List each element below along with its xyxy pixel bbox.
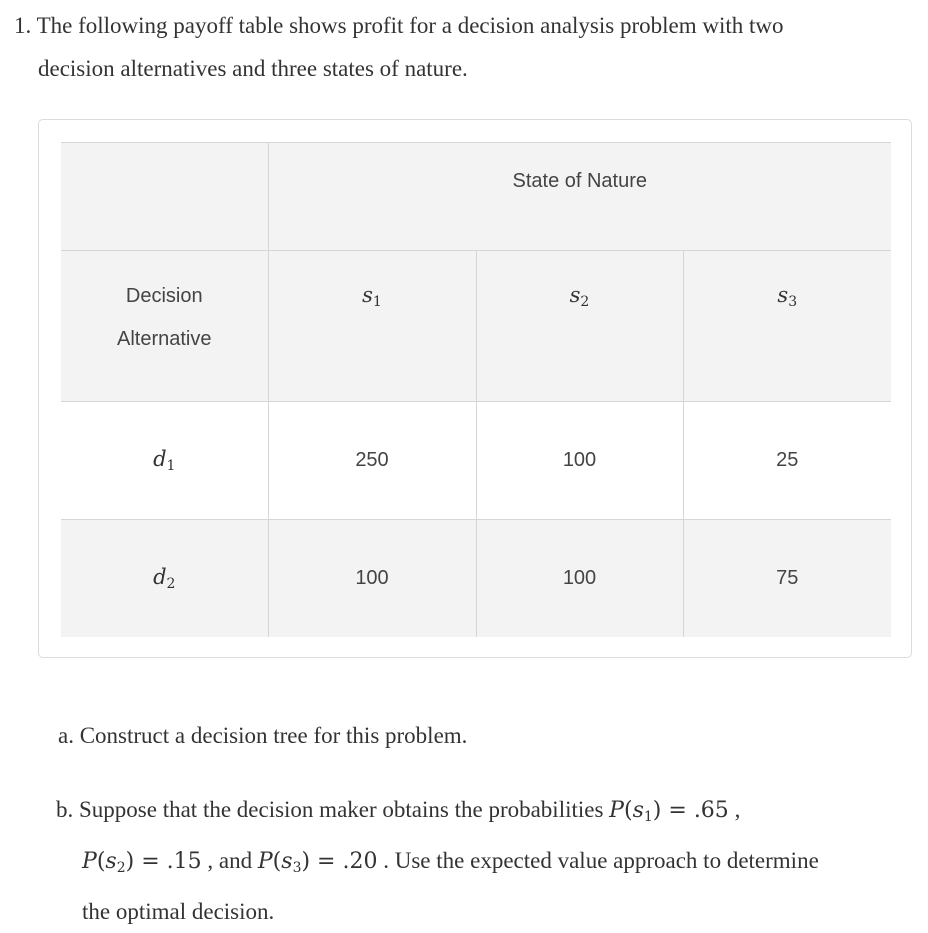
decision-d1-label: $d_1$ <box>61 402 268 520</box>
question-intro-line2: decision alternatives and three states of nature. <box>38 56 468 81</box>
decision-header-line2: Alternative <box>117 328 212 350</box>
state-s1-header: $s_1$ <box>268 251 476 402</box>
table-row <box>61 402 891 520</box>
question-intro <box>14 4 914 90</box>
part-a-text: a. Construct a decision tree for this problem. <box>58 723 468 748</box>
part-b-tail: . Use the expected value approach to determine <box>377 848 819 873</box>
payoff-d1-s3: 25 <box>683 402 891 520</box>
decision-d2-label: $d_2$ <box>61 520 268 638</box>
question-intro-line1: 1. The following payoff table shows profit for a decision analysis problem with two <box>14 13 784 38</box>
state-of-nature-label: State of Nature <box>512 170 648 192</box>
payoff-d2-s2: 100 <box>476 520 683 638</box>
payoff-table-card <box>38 119 912 658</box>
part-b-last-line: the optimal decision. <box>82 899 275 924</box>
state-of-nature-header <box>268 143 891 251</box>
table-header-row <box>61 143 891 251</box>
payoff-d1-s1: 250 <box>268 402 476 520</box>
table-states-row <box>61 251 891 402</box>
state-s2-header: $s_2$ <box>476 251 683 402</box>
decision-alternative-header <box>61 251 268 402</box>
part-b-text: b. Suppose that the decision maker obtains the probabilities $P(s_1) = .65$ , $P(s_2) = .15$ , and $P(s_3) = .20$ . Use the expected value approach to determine the optimal decision. <box>56 788 924 933</box>
payoff-table <box>61 142 891 637</box>
probability-s1: $P(s_1) = .65$ <box>609 798 729 825</box>
decision-header-line1: Decision <box>125 285 203 307</box>
payoff-d2-s1: 100 <box>268 520 476 638</box>
table-row <box>61 520 891 638</box>
probability-s3: $P(s_3) = .20$ <box>257 849 378 876</box>
empty-corner-cell <box>61 143 268 251</box>
payoff-d2-s3: 75 <box>683 520 891 638</box>
part-b-lead: b. Suppose that the decision maker obtains the probabilities <box>56 797 610 822</box>
state-s3-header: $s_3$ <box>683 251 891 402</box>
payoff-d1-s2: 100 <box>476 402 683 520</box>
probability-s2: $P(s_2) = .15$ <box>82 849 202 876</box>
